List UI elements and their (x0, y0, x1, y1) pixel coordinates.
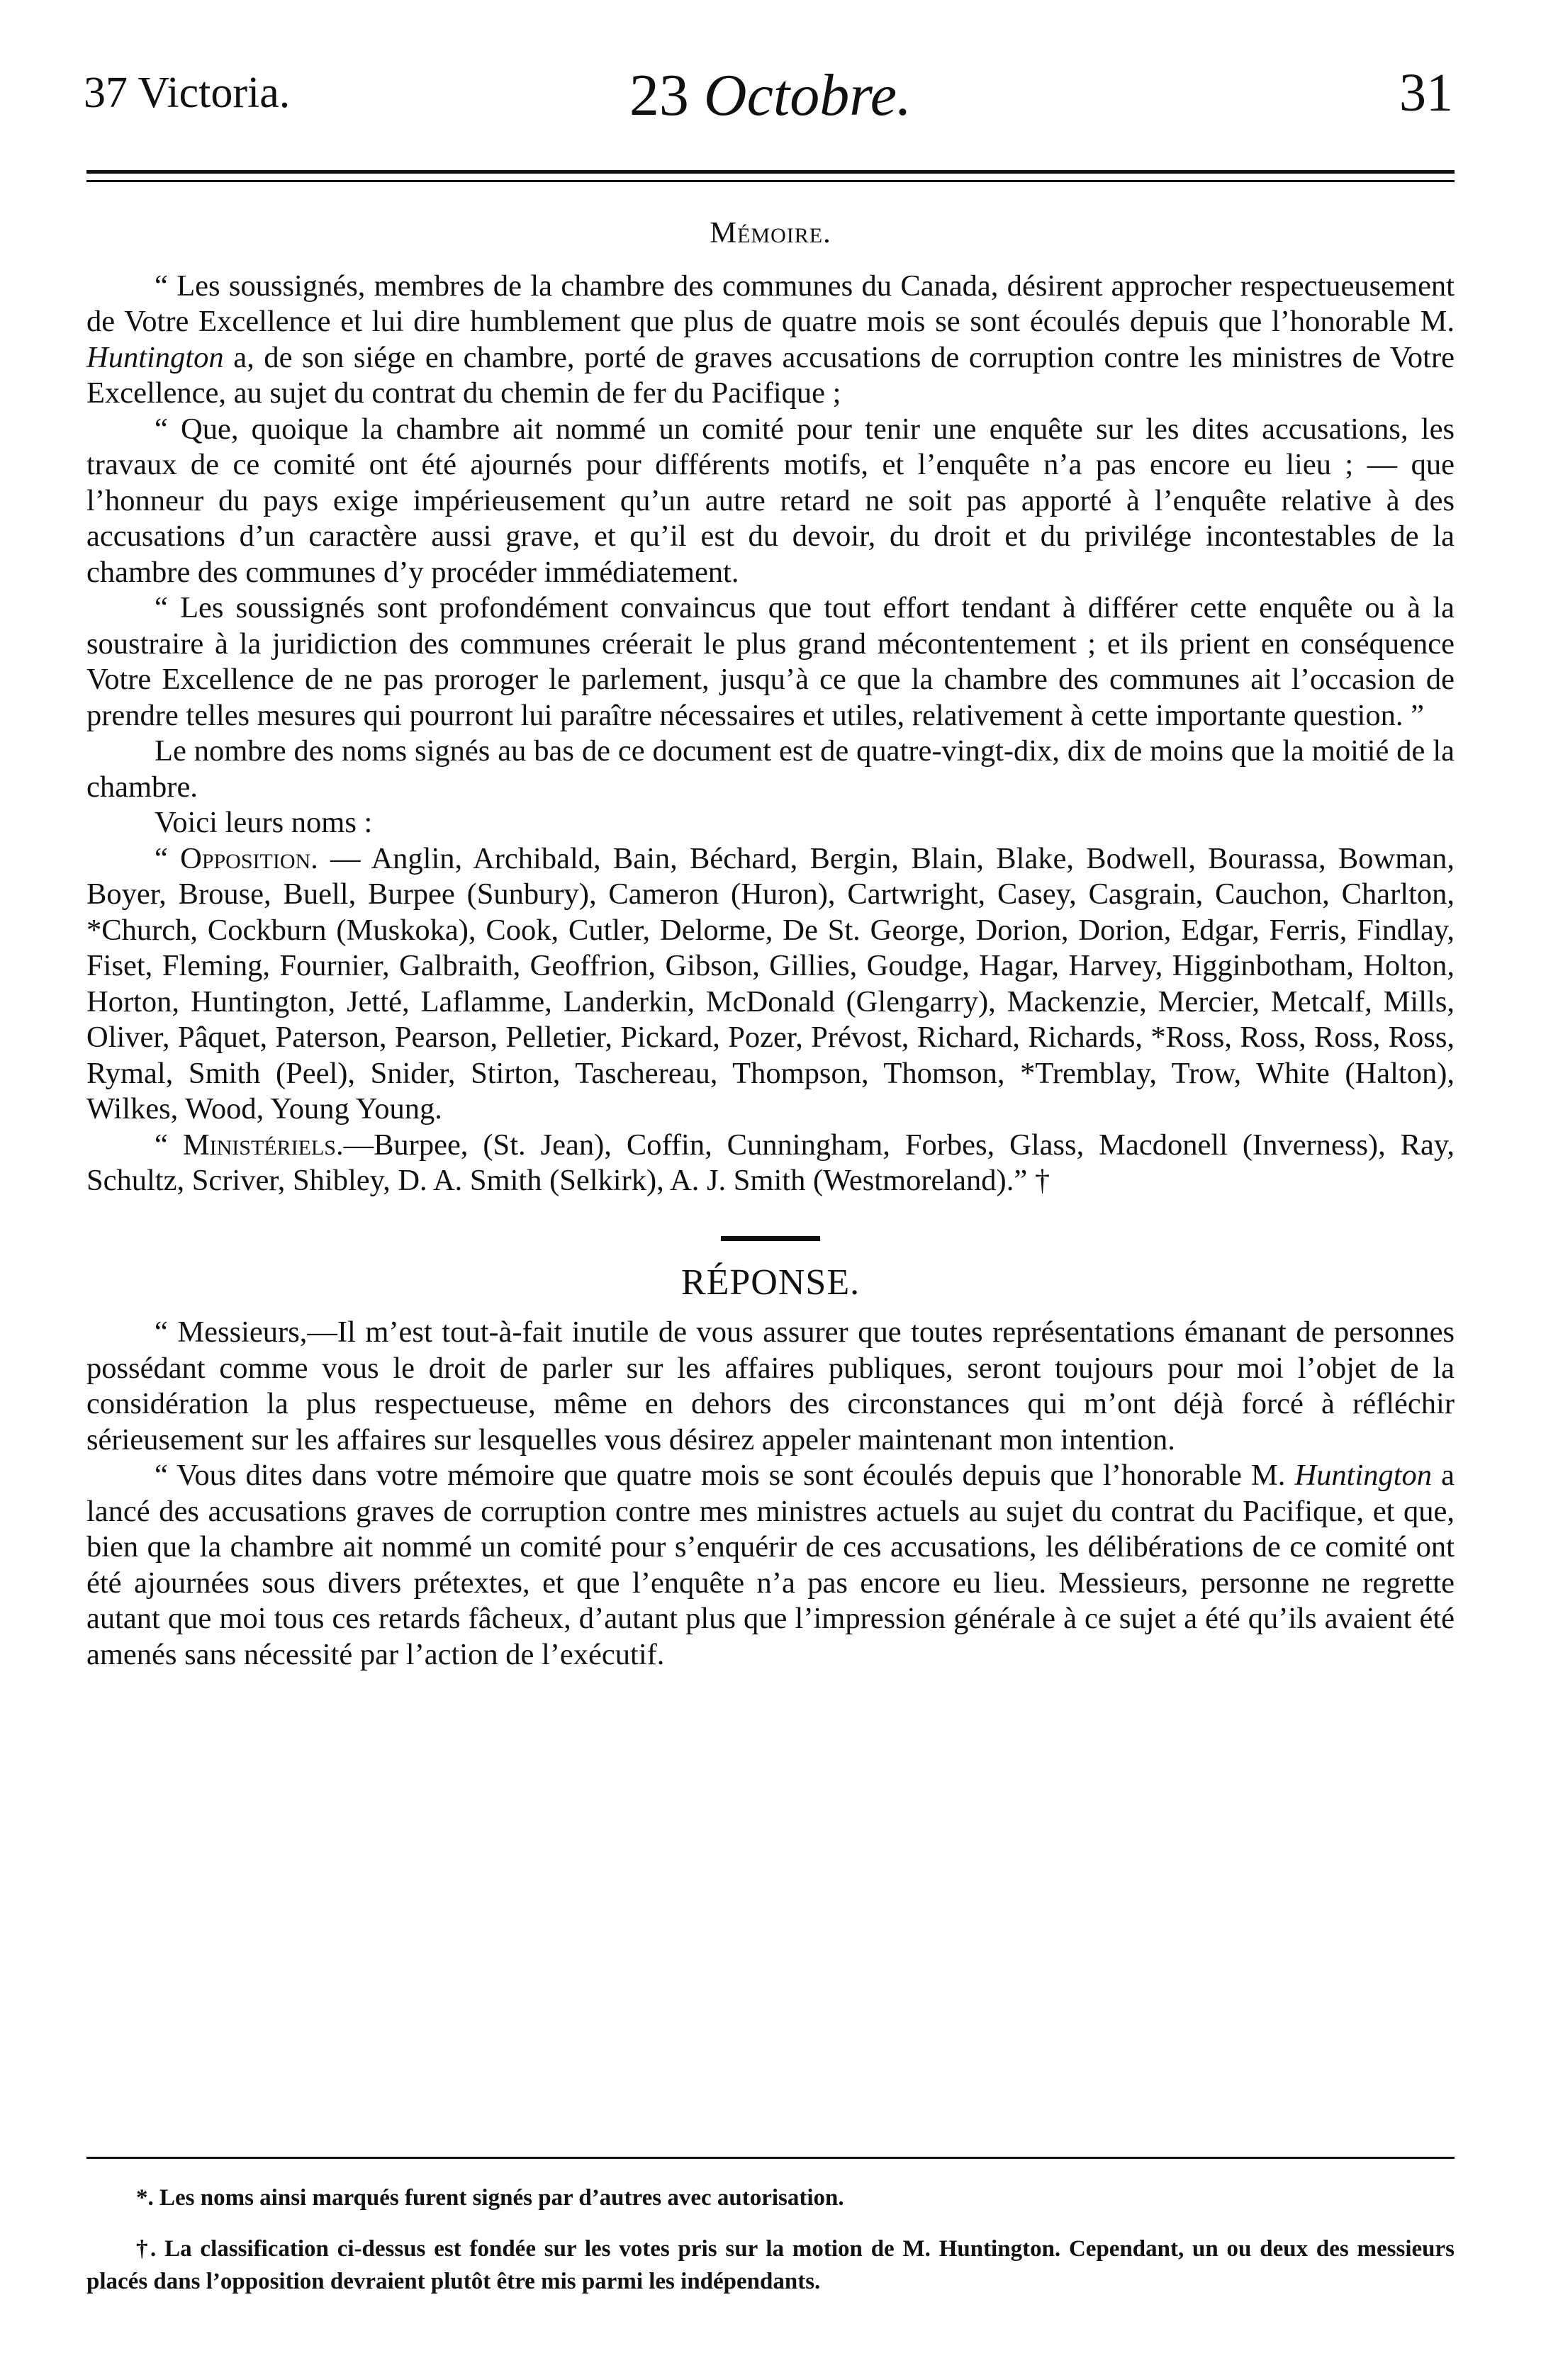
date-month: Octobre. (703, 62, 912, 128)
running-header (84, 41, 1457, 126)
opposition-label: “ Opposition. (155, 841, 318, 875)
reponse-p2-start: “ Vous dites dans votre mémoire que quatre mois se sont écoulés depuis que l’honorable M. (155, 1459, 1295, 1492)
ministeriels-names: —Burpee, (St. Jean), Coffin, Cunningham, Forbes, Glass, Macdonell (Inverness), Ray, Schultz, Scriver, Shibley, D. A. Smith (Selkirk), A. J. Smith (Westmoreland).” † (86, 1128, 1455, 1197)
signature-count-paragraph: Le nombre des noms signés au bas de ce document est de quatre-vingt-dix, dix de moins que la moitié de la chambre. (86, 734, 1455, 804)
footnotes (86, 2182, 1455, 2316)
memoire-heading: Mémoire. (710, 216, 831, 249)
names-intro: Voici leurs noms : (155, 806, 373, 839)
page-number: 31 (1399, 63, 1453, 123)
header-rule-thin (86, 180, 1455, 182)
header-rule-thick (86, 170, 1455, 174)
reponse-paragraph-2 (86, 1458, 1455, 1673)
date-heading (84, 61, 1457, 130)
section-divider (721, 1236, 820, 1241)
ministeriels-list (86, 1128, 1455, 1199)
date-day: 23 (629, 62, 689, 128)
memoire-paragraph-2: “ Que, quoique la chambre ait nommé un comité pour tenir une enquête sur les dites accusations, les travaux de ce comité ont été ajournés pour différents motifs, et l’enquête n’a pas encore eu lieu ; — que l’honneur du pays exige impérieusement qu’un autre retard ne soit pas apporté à l’enquête relative à des accusations d’un caractère aussi grave, et qu’il est du devoir, du droit et du privilége incontestables de la chambre des communes d’y procéder immédiatement. (86, 412, 1455, 589)
opposition-list (86, 841, 1455, 1128)
opposition-names: — Anglin, Archibald, Bain, Béchard, Bergin, Blain, Blake, Bodwell, Bourassa, Bowman, Boyer, Brouse, Buell, Burpee (Sunbury), Cameron (Huron), Cartwright, Casey, Casgrain, Cauchon, Charlton, *Church, Cockburn (Muskoka), Cook, Cutler, Delorme, De St. George, Dorion, Dorion, Edgar, Ferris, Findlay, Fiset, Fleming, Fournier, Galbraith, Geoffrion, Gibson, Gillies, Goudge, Hagar, Harvey, Higginbotham, Holton, Horton, Huntington, Jetté, Laflamme, Landerkin, McDonald (Glengarry), Mackenzie, Mercier, Metcalf, Mills, Oliver, Pâquet, Paterson, Pearson, Pelletier, Pickard, Pozer, Prévost, Richard, Richards, *Ross, Ross, Ross, Ross, Rymal, Smith (Peel), Snider, Stirton, Taschereau, Thompson, Thomson, *Tremblay, Trow, White (Halton), Wilkes, Wood, Young Young. (86, 841, 1455, 1126)
memoire-p1-start: “ Les soussignés, membres de la chambre des communes du Canada, désirent approcher respectueusement de Votre Excellence et lui dire humblement que plus de quatre mois se sont écoulés depuis que l’honorable M. (86, 269, 1455, 338)
reponse-paragraph-1: “ Messieurs,—Il m’est tout-à-fait inutile de vous assurer que toutes représentations émanant de personnes possédant comme vous le droit de parler sur les affaires publiques, seront toujours pour moi l’objet de la considération la plus respectueuse, même en dehors des circonstances qui m’ont déjà forcé à réfléchir sérieusement sur les affaires sur lesquelles vous désirez appeler maintenant mon intention. (86, 1315, 1455, 1456)
ministeriels-label: “ Ministériels. (155, 1128, 344, 1162)
reponse-p2-name: Huntington (1294, 1459, 1433, 1492)
memoire-paragraph-3: “ Les soussignés sont profondément convaincus que tout effort tendant à différer cette enquête ou à la soustraire à la juridiction des communes créerait le plus grand mécontentement ; et ils prient en conséquence Votre Excellence de ne pas proroger le parlement, jusqu’à ce que la chambre des communes ait l’occasion de prendre telles mesures qui pourront lui paraître nécessaires et utiles, relativement à cette importante question. ” (86, 591, 1455, 732)
page-body (86, 215, 1455, 1673)
footnote-dagger: †. La classification ci-dessus est fondée sur les votes pris sur la motion de M. Huntington. Cependant, un ou deux des messieurs placés dans l’opposition devraient plutôt être mis parmi les indépendants. (86, 2236, 1455, 2294)
reponse-heading: RÉPONSE. (680, 1262, 861, 1303)
regnal-year: 37 Victoria. (84, 69, 291, 117)
reponse-p2-end: a lancé des accusations graves de corruption contre mes ministres actuels au sujet du contrat du Pacifique, et que, bien que la chambre ait nommé un comité pour s’enquérir de ces accusations, les délibérations de ce comité ont été ajournées sous divers prétextes, et que l’enquête n’a pas encore eu lieu. Messieurs, personne ne regrette autant que moi tous ces retards fâcheux, d’autant plus que l’impression générale à ce sujet a été qu’ils avaient été amenés sans nécessité par l’action de l’exécutif. (86, 1459, 1455, 1671)
memoire-paragraph-1 (86, 269, 1455, 412)
footnote-star: *. Les noms ainsi marqués furent signés par d’autres avec autorisation. (136, 2185, 844, 2211)
memoire-p1-name: Huntington (86, 340, 224, 374)
memoire-p1-end: a, de son siége en chambre, porté de graves accusations de corruption contre les ministres de Votre Excellence, au sujet du contrat du chemin de fer du Pacifique ; (86, 340, 1455, 410)
footnote-rule (86, 2157, 1455, 2159)
